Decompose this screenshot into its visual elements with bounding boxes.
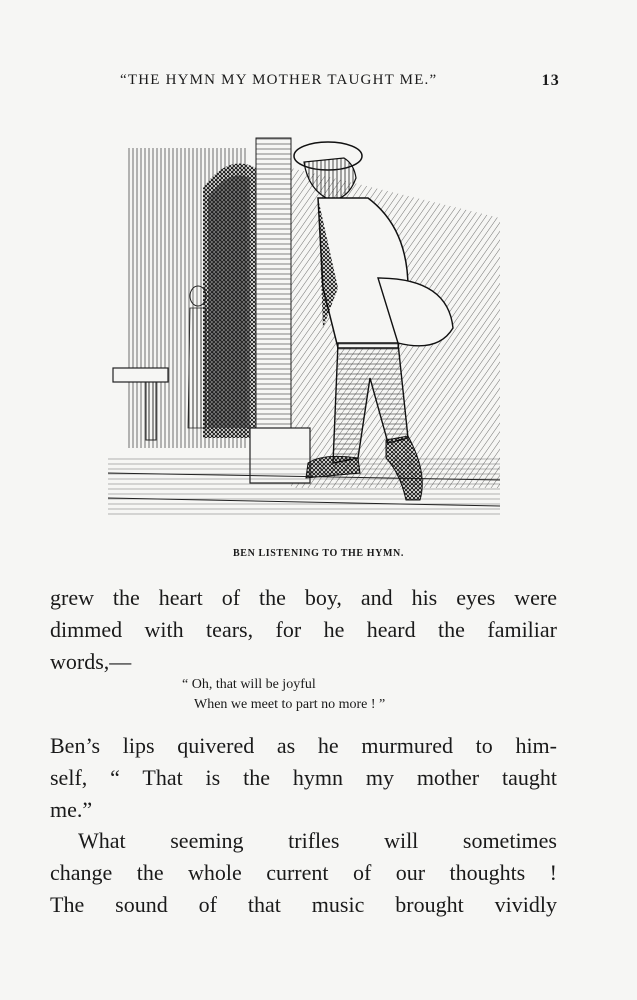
verse-line: “ Oh, that will be joyful	[182, 677, 316, 692]
paragraph-1	[50, 582, 557, 678]
running-title: “THE HYMN MY MOTHER TAUGHT ME.”	[120, 72, 438, 88]
text-line: change the whole current of our thoughts !	[50, 860, 557, 885]
hymn-verse	[182, 675, 385, 715]
text-line: grew the heart of the boy, and his eyes were	[50, 585, 557, 610]
text-line: words,—	[50, 649, 132, 674]
text-line: Ben’s lips quivered as he murmured to him-	[50, 733, 557, 758]
illustration-caption: BEN LISTENING TO THE HYMN.	[233, 548, 404, 559]
verse-line: When we meet to part no more ! ”	[194, 697, 386, 712]
text-line: self, “ That is the hymn my mother taught	[50, 765, 557, 790]
paragraph-2	[50, 730, 557, 826]
text-line: What seeming trifles will sometimes	[78, 828, 557, 853]
text-line: dimmed with tears, for he heard the familiar	[50, 617, 557, 642]
engraving-illustration	[108, 128, 500, 528]
text-line: The sound of that music brought vividly	[50, 892, 557, 917]
paragraph-3	[50, 825, 557, 921]
page-number: 13	[541, 72, 560, 89]
text-line: me.”	[50, 797, 93, 822]
